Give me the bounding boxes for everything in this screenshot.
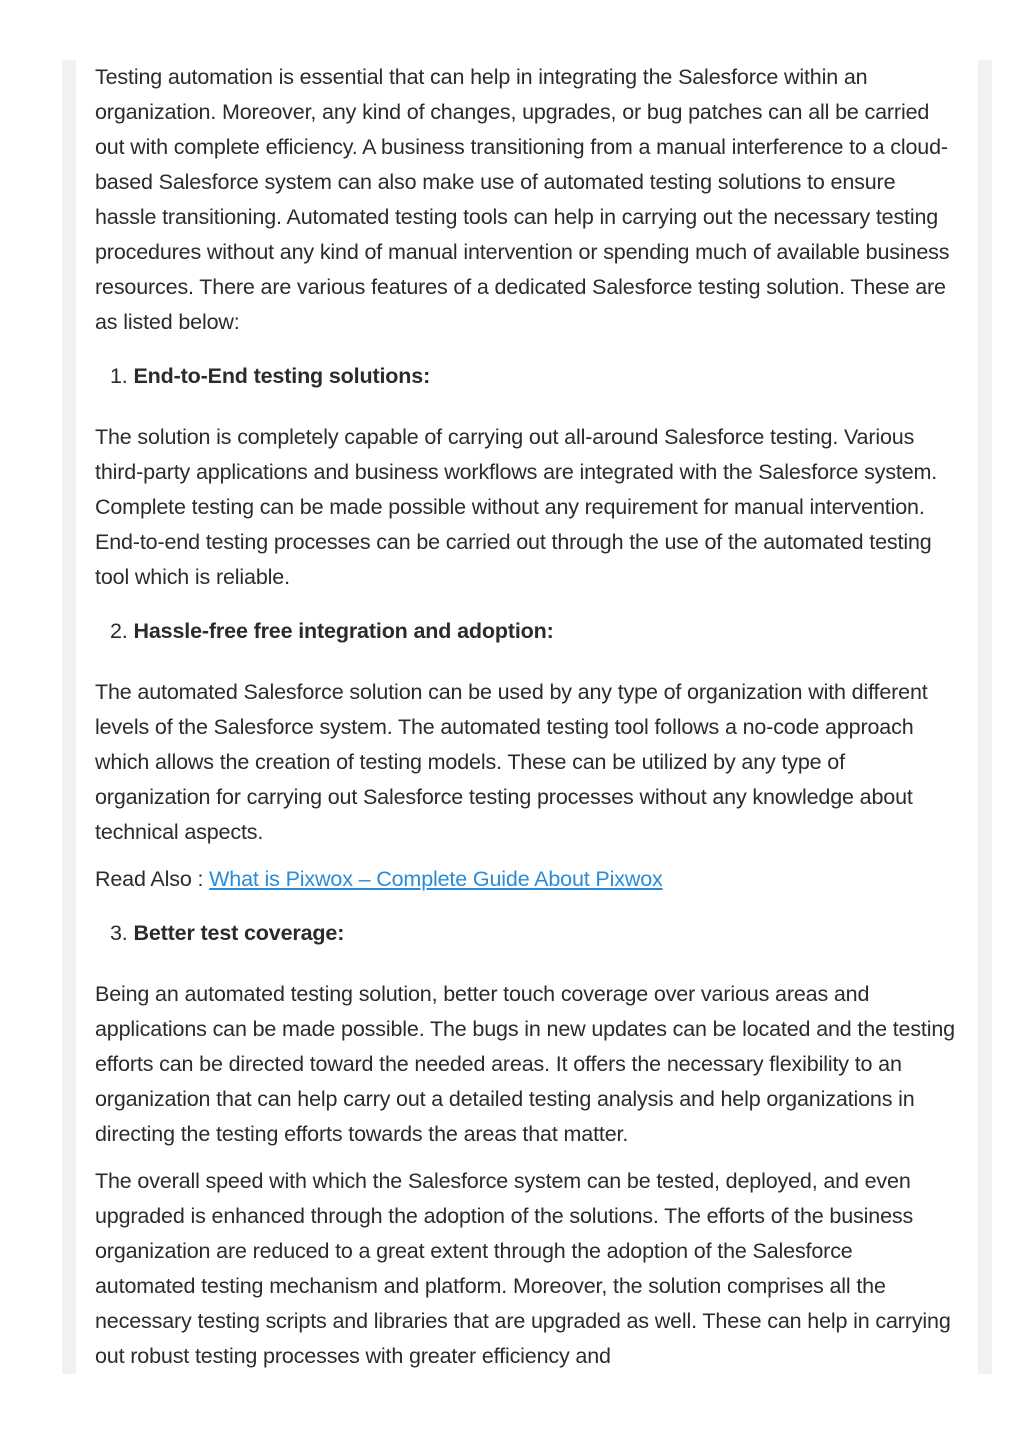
read-also-link[interactable]: What is Pixwox – Complete Guide About Pixwox — [209, 867, 663, 891]
section-1-number: 1. — [110, 364, 128, 388]
read-also-line — [95, 862, 957, 897]
right-gutter-bar — [978, 60, 992, 1374]
section-3-number: 3. — [110, 921, 128, 945]
section-2-number: 2. — [110, 619, 128, 643]
intro-paragraph: Testing automation is essential that can help in integrating the Salesforce within an organization. Moreover, any kind of changes, upgrades, or bug patches can all be carried out with complete efficiency. A business transitioning from a manual interference to a cloud-based Salesforce system can also make use of automated testing solutions to ensure hassle transitioning. Automated testing tools can help in carrying out the necessary testing procedures without any kind of manual intervention or spending much of available business resources. There are various features of a dedicated Salesforce testing solution. These are as listed below: — [95, 65, 950, 334]
read-also-label: Read Also : — [95, 867, 210, 891]
section-2-heading — [95, 614, 957, 649]
section-1-title: End-to-End testing solutions: — [133, 364, 431, 388]
section-1-heading — [95, 359, 957, 394]
article-content — [95, 60, 957, 1374]
left-gutter-bar — [62, 60, 76, 1374]
section-1-body: The solution is completely capable of carrying out all-around Salesforce testing. Various third-party applications and business workflows are integrated with the Salesforce system. Complete testing can be made possible without any requirement for manual intervention. End-to-end testing processes can be carried out through the use of the automated testing tool which is reliable. — [95, 425, 938, 589]
section-3-body: Being an automated testing solution, better touch coverage over various areas and applications can be made possible. The bugs in new updates can be located and the testing efforts can be directed toward the needed areas. It offers the necessary flexibility to an organization that can help carry out a detailed testing analysis and help organizations in directing the testing efforts towards the areas that matter. — [95, 982, 955, 1146]
section-2-body: The automated Salesforce solution can be used by any type of organization with different levels of the Salesforce system. The automated testing tool follows a no-code approach which allows the creation of testing models. These can be utilized by any type of organization for carrying out Salesforce testing processes without any knowledge about technical aspects. — [95, 680, 928, 844]
section-3-heading — [95, 916, 957, 951]
section-3-title: Better test coverage: — [133, 921, 345, 945]
closing-paragraph: The overall speed with which the Salesforce system can be tested, deployed, and even upgraded is enhanced through the adoption of the solutions. The efforts of the business organization are reduced to a great extent through the adoption of the Salesforce automated testing mechanism and platform. Moreover, the solution comprises all the necessary testing scripts and libraries that are upgraded as well. These can help in carrying out robust testing processes with greater efficiency and — [95, 1169, 951, 1368]
section-2-title: Hassle-free free integration and adoption: — [133, 619, 554, 643]
